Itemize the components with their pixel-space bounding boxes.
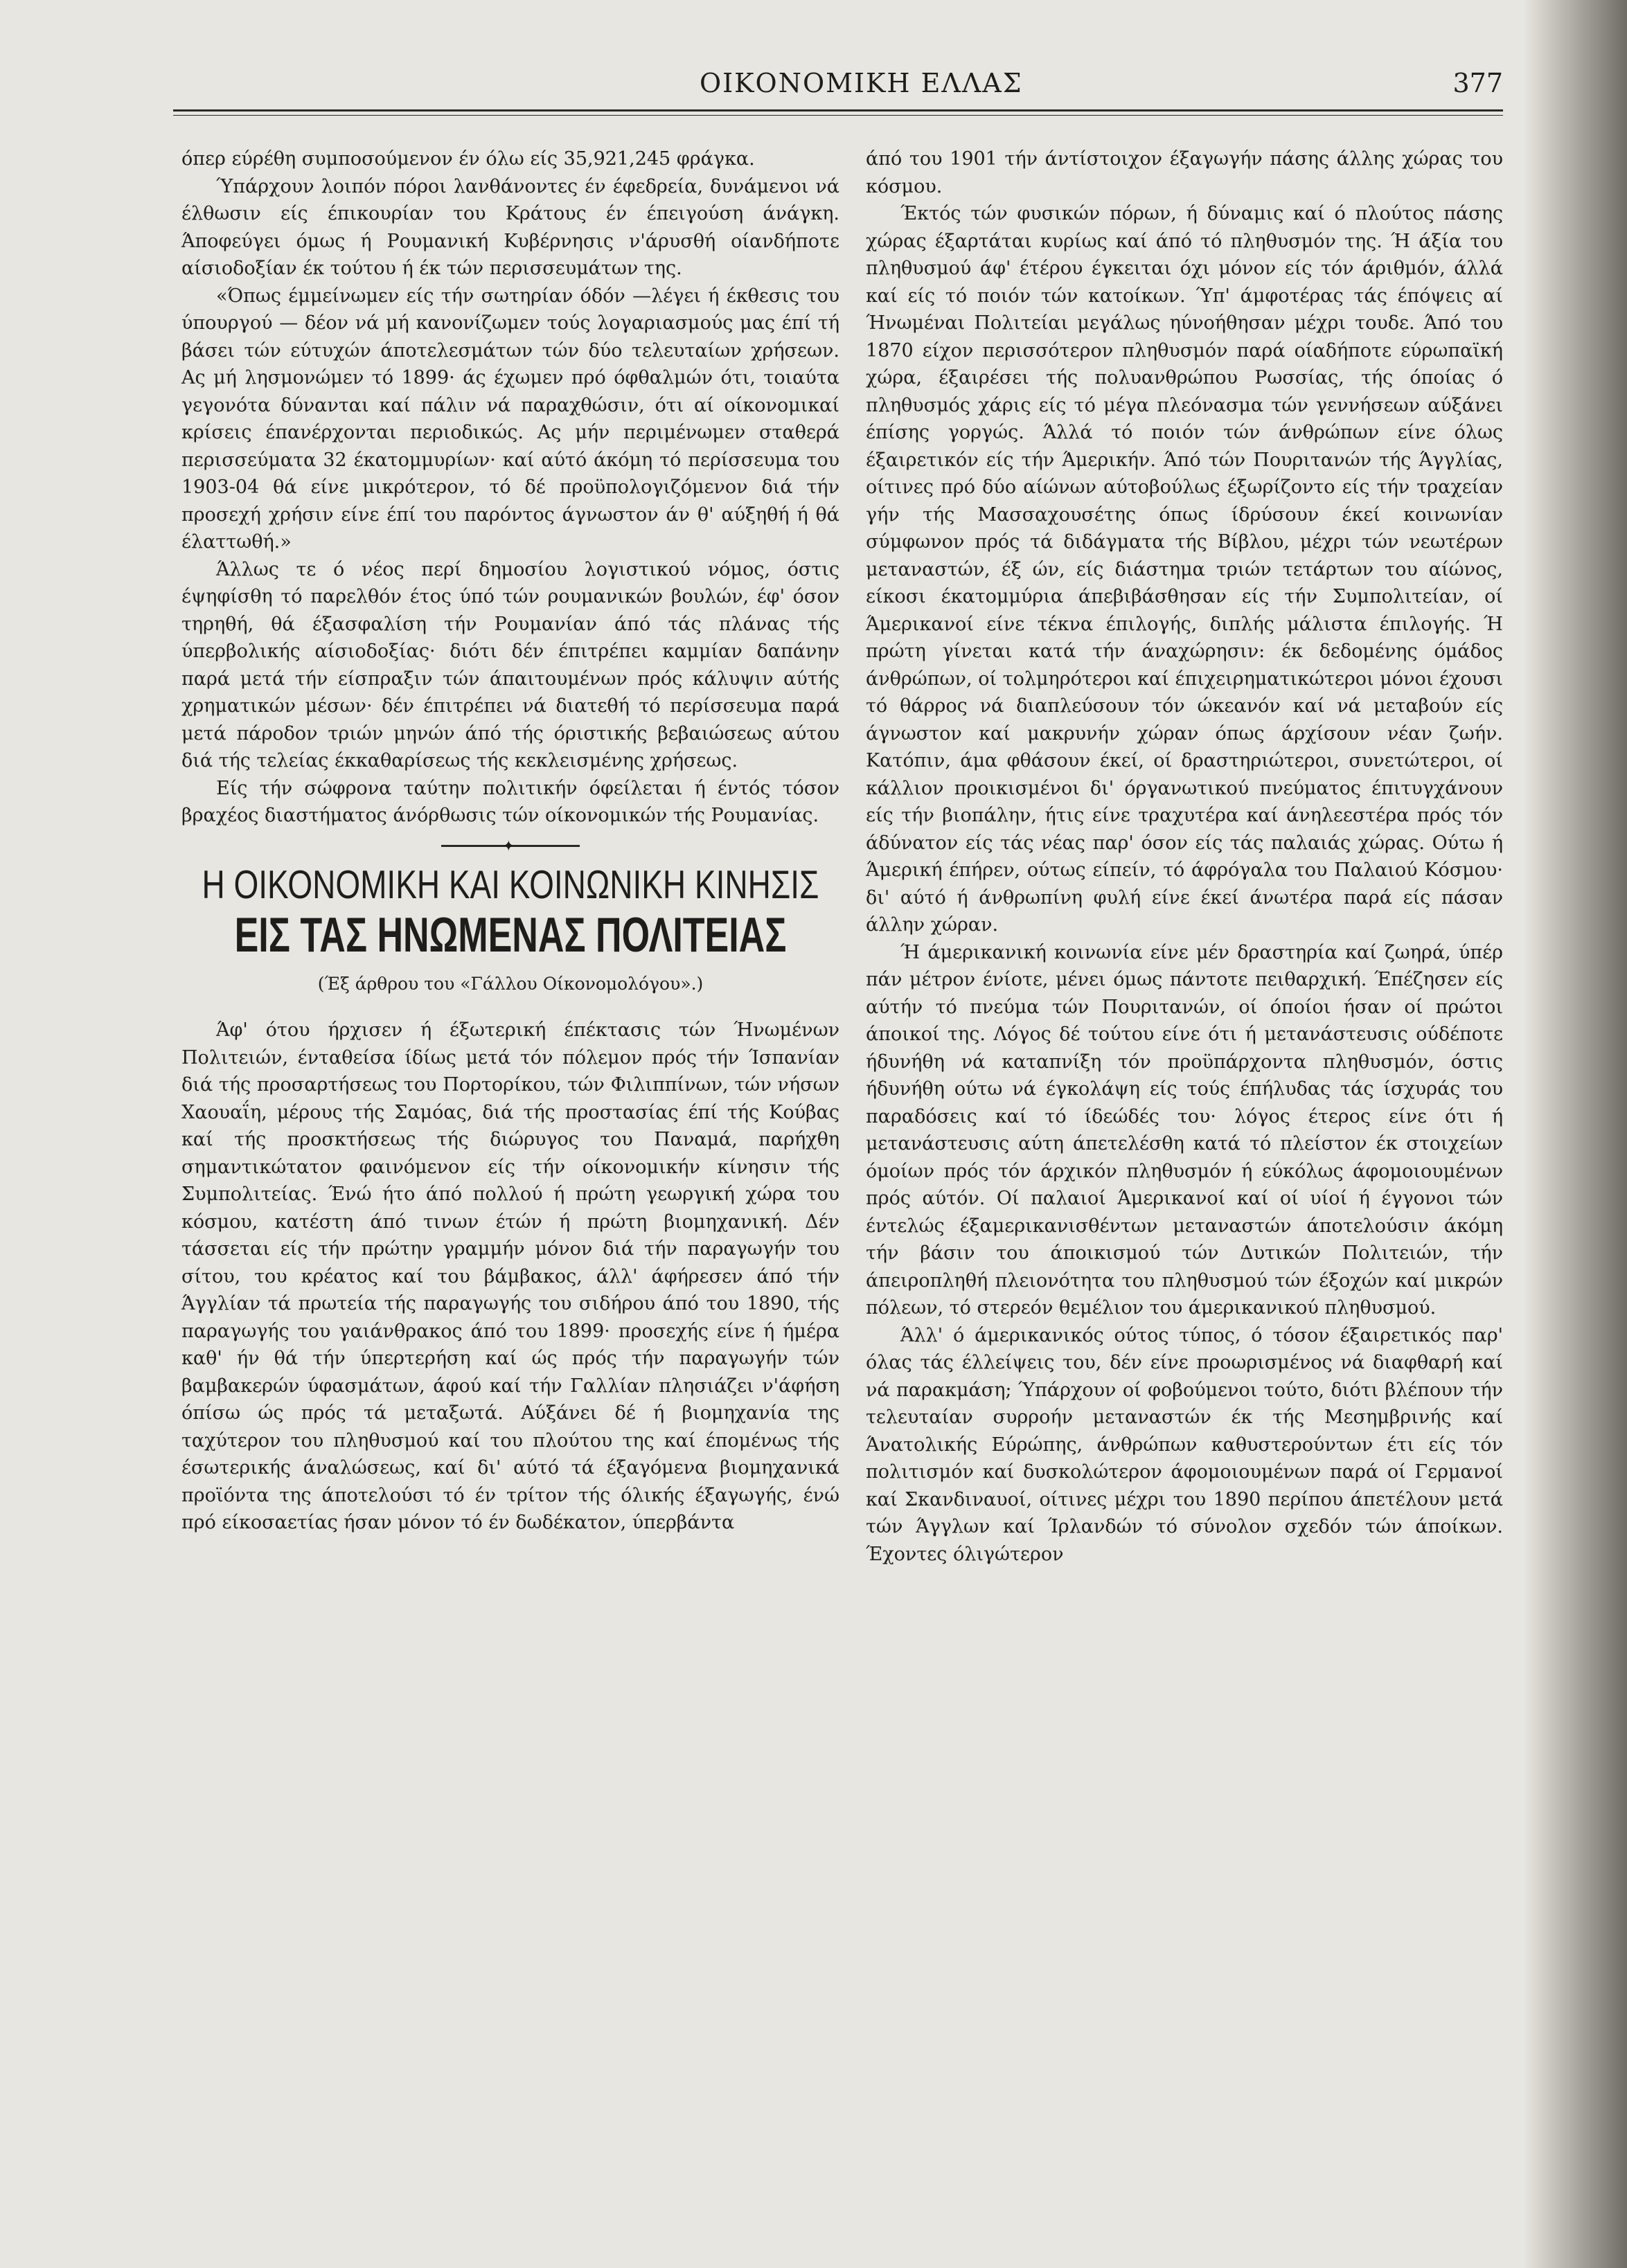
- article-title-line-2: ΕΙΣ ΤΑΣ ΗΝΩΜΕΝΑΣ ΠΟΛΙΤΕΙΑΣ: [234, 908, 787, 963]
- page-binding-shadow: [1523, 0, 1627, 2268]
- paragraph: Άλλ' ό άμερικανικός ούτος τύπος, ό τόσον έξαιρετικός παρ' όλας τάς έλλείψεις του, δέν είνε προωρισμένος νά διαφθαρή καί νά παρακμάση; Ύπάρχουν οί φοβούμενοι τούτο, διότι βλέπουν τήν τελευταίαν συρροήν μεταναστών έκ τής Μεσημβρινής καί Άνατολικής Εύρώπης, άνθρώπων καθυστερούντων έτι είς τόν πολιτισμόν καί δυσκολώτερον άφομοιουμένων παρά οί Γερμανοί καί Σκανδιναυοί, οίτινες μέχρι του 1890 περίπου άπετέλουν μετά τών Άγγλων καί Ίρλανδών τό σύνολον σχεδόν τών άποίκων. Έχοντες όλιγώτερον: [866, 1324, 1503, 1565]
- page-number: 377: [1452, 68, 1503, 98]
- header-rule-thin: [173, 115, 1503, 116]
- paragraph: Ύπάρχουν λοιπόν πόροι λανθάνοντες έν έφεδρεία, δυνάμενοι νά έλθωσιν είς έπικουρίαν του Κράτους έν έπειγούση άνάγκη. Άποφεύγει όμως ή Ρουμανική Κυβέρνησις ν'άρυσθή οίανδήποτε αίσιοδοξίαν έκ τούτου ή έκ τών περισσευμάτων της.: [181, 175, 839, 279]
- article-paragraph: Άφ' ότου ήρχισεν ή έξωτερική έπέκτασις τών Ήνωμένων Πολιτειών, ένταθείσα ίδίως μετά τόν πόλεμον πρός τήν Ίσπανίαν διά τής προσαρτήσεως του Πορτορίκου, τών Φιλιππίνων, τών νήσων Χαουαΐη, μέρους τής Σαμόας, διά τής προστασίας έπί τής Κούβας καί τής προσκτήσεως τής διώρυγος του Παναμά, παρήχθη σημαντικώτατον φαινόμενον είς τήν οίκονομικήν κίνησιν τής Συμπολιτείας. Ένώ ήτο άπό πολλού ή πρώτη γεωργική χώρα του κόσμου, κατέστη άπό τινων έτών ή πρώτη βιομηχανική. Δέν τάσσεται είς τήν πρώτην γραμμήν μόνον διά τήν παραγωγήν του σίτου, του κρέατος καί του βάμβακος, άλλ' άφήρεσεν άπό τήν Άγγλίαν τά πρωτεία τής παραγωγής του σιδήρου άπό του 1890, τής παραγωγής του γαιάνθρακος άπό του 1899· προσεχής είνε ή ήμέρα καθ' ήν θά τήν ύπερτερήση καί ώς πρός τήν παραγωγήν τών βαμβακερών ύφασμάτων, άφού καί τήν Γαλλίαν πλησιάζει ν'άφήση όπίσω ώς πρός τά μεταξωτά. Αύξάνει δέ ή βιομηχανία της ταχύτερον του πληθυσμού καί του πλούτου της καί έπομένως τής έσωτερικής άναλώσεως, καί δι' αύτό τά έξαγόμενα βιομηχανικά προϊόντα της άποτελούσι τό έν τρίτον τής όλικής έξαγωγής, ένώ πρό είκοσαετίας ήσαν μόνον τό έν δωδέκατον, ύπερβάντα: [181, 1019, 839, 1533]
- paragraph: Έκτός τών φυσικών πόρων, ή δύναμις καί ό πλούτος πάσης χώρας έξαρτάται κυρίως καί άπό τό πληθυσμόν της. Ή άξία του πληθυσμού άφ' έτέρου έγκειται όχι μόνον είς τόν άριθμόν, άλλά καί είς τό ποιόν τών κατοίκων. Ύπ' άμφοτέρας τάς έπόψεις αί Ήνωμέναι Πολιτείαι μεγάλως ηύνοήθησαν μέχρι τουδε. Άπό του 1870 είχον περισσότερον πληθυσμόν παρά οίαδήποτε εύρωπαϊκή χώρα, έξαιρέσει τής πολυανθρώπου Ρωσσίας, τής όποίας ό πληθυσμός χάρις είς τό μέγα πλεόνασμα τών γεννήσεων αύξάνει έπίσης γοργώς. Άλλά τό ποιόν τών άνθρώπων είνε όλως έξαιρετικόν είς τήν Άμερικήν. Άπό τών Πουριτανών τής Άγγλίας, οίτινες πρό δύο αίώνων αύτοβούλως έξωρίζοντο είς τήν τραχείαν γήν τής Μασσαχουσέτης όπως ίδρύσουν έκεί κοινωνίαν σύμφωνον πρός τά διδάγματα τής Βίβλου, μέχρι τών νεωτέρων μεταναστών, έξ ών, είς διάστημα τριών τετάρτων του αίώνος, είκοσι έκατομμύρια άπεβιβάσθησαν είς τήν Συμπολιτείαν, οί Άμερικανοί είνε τέκνα έπιλογής, διπλής μάλιστα έπιλογής. Ή πρώτη γίνεται κατά τήν άναχώρησιν: έκ δεδομένης όμάδος άνθρώπων, οί τολμηρότεροι καί έπιχειρηματικώτεροι μόνοι έχουσι τό θάρρος νά διαπλεύσουν τόν ώκεανόν καί νά μεταβούν είς άγνωστον καί μακρυνήν χώραν όπως άρχίσουν νέαν ζωήν. Κατόπιν, άμα φθάσουν έκεί, οί δραστηριώτεροι, συνετώτεροι, οί κάλλιον προικισμένοι δι' όργανωτικού πνεύματος έπιτυγχάνουν είς τήν βιοπάλην, ήτις είνε τραχυτέρα καί άνηλεεστέρα πρός τόν άδύνατον είς τάς νέας παρ' όσον είς τάς παλαιάς χώρας. Ούτω ή Άμερική έπήρεν, ούτως είπείν, τό άφρόγαλα του Παλαιού Κόσμου· δι' αύτό ή άνθρωπίνη φυλή είνε έκεί άνωτέρα παρά είς πάσαν άλλην χώραν.: [866, 203, 1503, 936]
- article-source: (Έξ άρθρου του «Γάλλου Οίκονομολόγου».): [317, 973, 704, 994]
- paragraph: Ή άμερικανική κοινωνία είνε μέν δραστηρία καί ζωηρά, ύπέρ πάν μέτρον ένίοτε, μένει όμως πάντοτε πειθαρχική. Έπέζησεν είς αύτήν τό πνεύμα τών Πουριτανών, οί όποίοι ήσαν οί πρώτοι άποικοί της. Λόγος δέ τούτου είνε ότι ή μετανάστευσις ούδέποτε ήδυνήθη νά καταπνίξη τόν προϋπάρχοντα πληθυσμόν, όστις ήδυνήθη ούτω νά έγκολάψη είς τούς έπήλυδας τάς ίσχυράς του παραδόσεις καί τό ίδεώδές του· λόγος έτερος είνε ότι ή μετανάστευσις αύτη άπετελέσθη κατά τό πλείστον έκ στοιχείων όμοίων πρός τόν άρχικόν πληθυσμόν ή εύκόλως άφομοιουμένων πρός αύτόν. Οί παλαιοί Άμερικανοί καί οί υίοί ή έγγονοι τών έντελώς έξαμερικανισθέντων μεταναστών άποτελούσιν άκόμη τήν βάσιν του άποικισμού τών Δυτικών Πολιτειών, τήν άπειροπληθή πλειονότητα του πληθυσμού τών έξοχών καί μικρών πόλεων, τό στερεόν θεμέλιον του άμερικανικού πληθυσμού.: [866, 941, 1503, 1319]
- article-title-line-1: Η ΟΙΚΟΝΟΜΙΚΗ ΚΑΙ ΚΟΙΝΩΝΙΚΗ ΚΙΝΗΣΙΣ: [202, 861, 819, 907]
- section-separator: [441, 845, 580, 847]
- header-rule: [173, 109, 1503, 111]
- paragraph: όπερ εύρέθη συμποσούμενον έν όλω είς 35,921,245 φράγκα.: [181, 148, 755, 170]
- paragraph: Άλλως τε ό νέος περί δημοσίου λογιστικού νόμος, όστις έψηφίσθη τό παρελθόν έτος ύπό τών ρουμανικών βουλών, έφ' όσον τηρηθή, θά έξασφαλίση τήν Ρουμανίαν άπό τάς πλάνας τής ύπερβολικής αίσιοδοξίας· διότι δέν έπιτρέπει καμμίαν δαπάνην παρά μετά τήν είσπραξιν τών άπαιτουμένων πρός κάλυψιν αύτής χρηματικών μέσων· δέν έπιτρέπει νά διατεθή τό περίσσευμα παρά μετά πάροδον τριών μηνών άπό τής όριστικής βεβαιώσεως αύτου διά τής τελείας έκκαθαρίσεως τής κεκλεισμένης χρήσεως.: [181, 558, 839, 771]
- paragraph: «Όπως έμμείνωμεν είς τήν σωτηρίαν όδόν —λέγει ή έκθεσις του ύπουργού — δέον νά μή κανονίζωμεν τούς λογαριασμούς μας έπί τή βάσει τών εύτυχών άποτελεσμάτων τών δύο τελευταίων χρήσεων. Ας μή λησμονώμεν τό 1899· άς έχωμεν πρό όφθαλμών ότι, τοιαύτα γεγονότα δύνανται καί πάλιν νά παραχθώσιν, ότι αί οίκονομικαί κρίσεις έπανέρχονται περιοδικώς. Ας μήν περιμένωμεν σταθερά περισσεύματα 32 έκατομμυρίων· καί αύτό άκόμη τό περίσσευμα του 1903-04 θά είνε μικρότερον, τό δέ προϋπολογιζόμενον διά τήν προσεχή χρήσιν είνε έπί του παρόντος άγνωστον άν θ' αύξηθή ή θά έλαττωθή.»: [181, 285, 839, 553]
- running-title: ΟΙΚΟΝΟΜΙΚΗ ΕΛΛΑΣ: [700, 68, 1023, 98]
- paragraph: Είς τήν σώφρονα ταύτην πολιτικήν όφείλεται ή έντός τόσον βραχέος διαστήματος άνόρθωσις τών οίκονομικών τής Ρουμανίας.: [181, 777, 839, 826]
- right-column: [866, 145, 1503, 1568]
- page-header: [173, 68, 1503, 109]
- paragraph: άπό του 1901 τήν άντίστοιχον έξαγωγήν πάσης άλλης χώρας του κόσμου.: [866, 148, 1503, 197]
- left-column: [181, 145, 839, 1537]
